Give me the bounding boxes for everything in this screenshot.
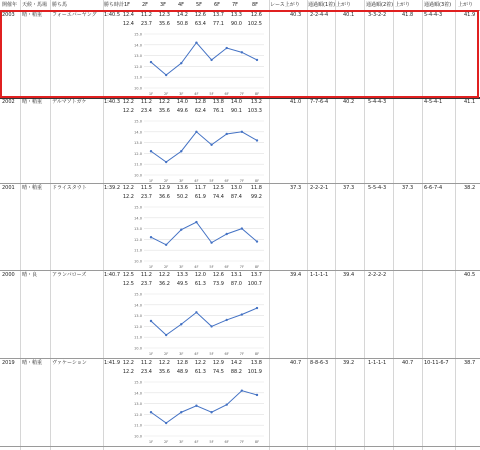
- lap-split-cell[interactable]: 11.5: [140, 185, 152, 191]
- y-tick-label: 12.0: [133, 151, 142, 156]
- cumulative-time-cell[interactable]: 35.6: [158, 108, 170, 114]
- time-cell[interactable]: 1:39.2: [104, 185, 120, 191]
- last3-cell[interactable]: 38.2: [464, 185, 476, 191]
- lap-split-cell[interactable]: 13.7: [212, 12, 224, 18]
- header-f1[interactable]: 1F: [124, 2, 131, 8]
- x-tick-label: 4F: [194, 179, 199, 183]
- cumulative-time-cell[interactable]: 12.4: [122, 21, 134, 27]
- race-last-cell[interactable]: 41.0: [290, 99, 302, 105]
- y-tick-label: 10.0: [133, 173, 142, 178]
- y-tick-label: 11.0: [133, 75, 142, 80]
- header-f7[interactable]: 7F: [232, 2, 239, 8]
- cumulative-time-cell[interactable]: 35.6: [158, 369, 170, 375]
- cumulative-time-cell[interactable]: 12.2: [122, 108, 134, 114]
- cumulative-time-cell[interactable]: 61.9: [194, 194, 206, 200]
- x-tick-label: 7F: [239, 440, 245, 444]
- last3-cell[interactable]: 40.5: [464, 272, 476, 278]
- y-tick-label: 12.0: [133, 237, 142, 242]
- y-tick-label: 15.0: [133, 205, 142, 210]
- lap-data-point: [165, 422, 167, 424]
- lap-chart: [128, 378, 268, 444]
- header-race-last[interactable]: レース上がり: [270, 2, 300, 8]
- lap-split-cell[interactable]: 11.2: [140, 12, 152, 18]
- lap-split-cell[interactable]: 11.7: [194, 185, 206, 191]
- y-tick-label: 15.0: [133, 292, 142, 297]
- lap-data-point: [241, 389, 243, 391]
- x-tick-label: 5F: [209, 265, 214, 269]
- cumulative-time-cell[interactable]: 61.3: [194, 281, 206, 287]
- lap-split-cell[interactable]: 13.6: [176, 185, 188, 191]
- y-tick-label: 10.0: [133, 86, 142, 91]
- pass3-cell[interactable]: 4-5-4-1: [424, 99, 443, 105]
- pass1-cell[interactable]: 7-7-6-4: [310, 99, 329, 105]
- cumulative-time-cell[interactable]: 35.6: [158, 21, 170, 27]
- x-tick-label: 7F: [239, 179, 245, 183]
- header-f2[interactable]: 2F: [142, 2, 149, 8]
- winner-cell[interactable]: アランバローズ: [52, 272, 87, 278]
- pass3-cell[interactable]: 6-6-7-4: [424, 185, 443, 191]
- x-tick-label: 8F: [254, 352, 260, 356]
- lap-split-cell[interactable]: 12.6: [212, 272, 224, 278]
- header-f5[interactable]: 5F: [196, 2, 203, 8]
- winner-cell[interactable]: ヴァケーション: [52, 360, 87, 366]
- lap-split-cell[interactable]: 11.2: [140, 272, 152, 278]
- race-last-cell[interactable]: 40.3: [290, 12, 302, 18]
- pass1-cell[interactable]: 2-2-4-4: [310, 12, 329, 18]
- weather-cell[interactable]: 晴・稍重: [22, 99, 43, 105]
- last1-cell[interactable]: 40.1: [343, 12, 355, 18]
- lap-split-cell[interactable]: 12.2: [122, 360, 134, 366]
- pass2-cell[interactable]: 1-1-1-1: [368, 360, 387, 366]
- header-f8[interactable]: 8F: [252, 2, 259, 8]
- x-tick-label: 7F: [239, 92, 245, 96]
- y-tick-label: 15.0: [133, 119, 142, 124]
- cumulative-time-cell[interactable]: 73.9: [212, 281, 224, 287]
- y-tick-label: 14.0: [133, 216, 142, 221]
- x-tick-label: 1F: [148, 440, 154, 444]
- x-tick-label: 8F: [254, 179, 260, 183]
- lap-split-cell[interactable]: 13.3: [230, 12, 242, 18]
- year-cell[interactable]: 2000: [2, 272, 15, 278]
- cumulative-time-cell[interactable]: 102.5: [247, 21, 262, 27]
- y-tick-label: 15.0: [133, 32, 142, 37]
- x-tick-label: 4F: [194, 352, 199, 356]
- x-tick-label: 2F: [163, 92, 169, 96]
- last1-cell[interactable]: 37.3: [343, 185, 355, 191]
- year-cell[interactable]: 2002: [2, 99, 15, 105]
- cumulative-time-cell[interactable]: 48.9: [176, 369, 188, 375]
- y-tick-label: 10.0: [133, 346, 142, 351]
- pass2-cell[interactable]: 3-3-2-2: [368, 12, 387, 18]
- x-tick-label: 1F: [148, 352, 154, 356]
- y-tick-label: 13.0: [133, 314, 142, 319]
- x-tick-label: 4F: [194, 440, 199, 444]
- header-pass2[interactable]: 通過順(2着): [366, 2, 394, 8]
- cumulative-time-cell[interactable]: 99.2: [250, 194, 262, 200]
- cumulative-time-cell[interactable]: 63.4: [194, 21, 206, 27]
- lap-split-cell[interactable]: 12.5: [212, 185, 224, 191]
- x-tick-label: 1F: [148, 92, 154, 96]
- lap-split-cell[interactable]: 12.5: [122, 272, 134, 278]
- header-pass1[interactable]: 通過順(1着): [308, 2, 336, 8]
- lap-split-cell[interactable]: 12.4: [122, 12, 134, 18]
- x-tick-label: 6F: [224, 179, 229, 183]
- header-last2[interactable]: 上がり: [395, 2, 411, 8]
- x-tick-label: 7F: [239, 265, 245, 269]
- x-tick-label: 8F: [254, 92, 260, 96]
- cumulative-time-cell[interactable]: 101.9: [247, 369, 262, 375]
- y-tick-label: 10.0: [133, 434, 142, 439]
- x-tick-label: 7F: [239, 352, 245, 356]
- cumulative-time-cell[interactable]: 36.6: [158, 194, 170, 200]
- header-weather[interactable]: 天候・馬場: [22, 2, 48, 8]
- y-tick-label: 14.0: [133, 130, 142, 135]
- x-tick-label: 4F: [194, 265, 199, 269]
- cumulative-time-cell[interactable]: 49.6: [176, 108, 188, 114]
- last2-cell[interactable]: 40.7: [402, 360, 414, 366]
- pass1-cell[interactable]: 2-2-2-1: [310, 185, 329, 191]
- weather-cell[interactable]: 晴・稍重: [22, 185, 43, 191]
- pass2-cell[interactable]: 5-4-4-3: [368, 99, 387, 105]
- cumulative-time-cell[interactable]: 77.1: [212, 21, 224, 27]
- lap-split-cell[interactable]: 12.8: [194, 99, 206, 105]
- header-f6[interactable]: 6F: [214, 2, 221, 8]
- cumulative-time-cell[interactable]: 49.5: [176, 281, 188, 287]
- lap-split-cell[interactable]: 12.0: [194, 272, 206, 278]
- lap-split-cell[interactable]: 12.9: [212, 360, 224, 366]
- x-tick-label: 5F: [209, 92, 214, 96]
- winner-cell[interactable]: ドライスタウト: [52, 185, 87, 191]
- header-pass3[interactable]: 通過順(3着): [424, 2, 452, 8]
- x-tick-label: 2F: [163, 265, 169, 269]
- x-tick-label: 2F: [163, 440, 169, 444]
- last2-cell[interactable]: 37.3: [402, 185, 414, 191]
- x-tick-label: 8F: [254, 265, 260, 269]
- year-cell[interactable]: 2019: [2, 360, 15, 366]
- x-tick-label: 4F: [194, 92, 199, 96]
- lap-data-point: [210, 411, 212, 413]
- cumulative-time-cell[interactable]: 100.7: [247, 281, 262, 287]
- y-tick-label: 14.0: [133, 391, 142, 396]
- y-tick-label: 15.0: [133, 380, 142, 385]
- lap-split-cell[interactable]: 12.2: [122, 185, 134, 191]
- last1-cell[interactable]: 40.2: [343, 99, 355, 105]
- x-tick-label: 6F: [224, 440, 229, 444]
- weather-cell[interactable]: 晴・稍重: [22, 360, 43, 366]
- last1-cell[interactable]: 39.4: [343, 272, 355, 278]
- pass1-cell[interactable]: 1-1-1-1: [310, 272, 329, 278]
- y-tick-label: 14.0: [133, 43, 142, 48]
- lap-split-cell[interactable]: 13.1: [230, 272, 242, 278]
- y-tick-label: 13.0: [133, 54, 142, 59]
- race-last-cell[interactable]: 40.7: [290, 360, 302, 366]
- cumulative-time-cell[interactable]: 23.7: [140, 281, 152, 287]
- header-last3[interactable]: 上がり: [458, 2, 474, 8]
- cumulative-time-cell[interactable]: 50.8: [176, 21, 188, 27]
- cumulative-time-cell[interactable]: 23.4: [140, 369, 152, 375]
- header-last1[interactable]: 上がり: [336, 2, 352, 8]
- x-tick-label: 6F: [224, 92, 229, 96]
- cumulative-time-cell[interactable]: 76.1: [212, 108, 224, 114]
- y-tick-label: 12.0: [133, 412, 142, 417]
- x-tick-label: 3F: [179, 92, 184, 96]
- y-tick-label: 10.0: [133, 259, 142, 264]
- time-cell[interactable]: 1:40.3: [104, 99, 120, 105]
- lap-split-cell[interactable]: 13.8: [250, 360, 262, 366]
- y-tick-label: 14.0: [133, 303, 142, 308]
- y-tick-label: 12.0: [133, 324, 142, 329]
- lap-data-point: [150, 411, 152, 413]
- header-f4[interactable]: 4F: [178, 2, 185, 8]
- lap-data-point: [195, 405, 197, 407]
- y-tick-label: 11.0: [133, 335, 142, 340]
- lap-split-cell[interactable]: 14.2: [176, 12, 188, 18]
- header-time[interactable]: 勝ち時計: [104, 2, 125, 8]
- y-tick-label: 13.0: [133, 227, 142, 232]
- time-cell[interactable]: 1:40.7: [104, 272, 120, 278]
- x-tick-label: 5F: [209, 352, 214, 356]
- cumulative-time-cell[interactable]: 90.1: [230, 108, 242, 114]
- y-tick-label: 11.0: [133, 423, 142, 428]
- time-cell[interactable]: 1:40.5: [104, 12, 120, 18]
- y-tick-label: 12.0: [133, 64, 142, 69]
- lap-split-cell[interactable]: 14.2: [230, 360, 242, 366]
- cumulative-time-cell[interactable]: 12.2: [122, 194, 134, 200]
- weather-cell[interactable]: 晴・稍重: [22, 12, 43, 18]
- x-tick-label: 3F: [179, 265, 184, 269]
- weather-cell[interactable]: 晴・良: [22, 272, 38, 278]
- x-tick-label: 8F: [254, 440, 260, 444]
- x-tick-label: 6F: [224, 352, 229, 356]
- lap-split-cell[interactable]: 12.6: [194, 12, 206, 18]
- header-winner[interactable]: 勝ち馬: [52, 2, 68, 8]
- winner-cell[interactable]: デルマソトガケ: [52, 99, 87, 105]
- lap-data-point: [226, 403, 228, 405]
- y-tick-label: 11.0: [133, 248, 142, 253]
- cumulative-time-cell[interactable]: 62.4: [194, 108, 206, 114]
- lap-split-cell[interactable]: 12.9: [158, 185, 170, 191]
- lap-split-cell[interactable]: 13.7: [250, 272, 262, 278]
- lap-split-cell[interactable]: 12.2: [122, 99, 134, 105]
- race-last-cell[interactable]: 37.3: [290, 185, 302, 191]
- header-year[interactable]: 開催年: [2, 2, 18, 8]
- x-tick-label: 3F: [179, 179, 184, 183]
- cumulative-time-cell[interactable]: 23.7: [140, 21, 152, 27]
- last2-cell[interactable]: 41.8: [402, 12, 414, 18]
- cumulative-time-cell[interactable]: 36.2: [158, 281, 170, 287]
- pass3-cell[interactable]: 5-4-4-3: [424, 12, 443, 18]
- cumulative-time-cell[interactable]: 23.4: [140, 108, 152, 114]
- lap-chart-svg: [128, 378, 268, 446]
- pass1-cell[interactable]: 8-8-6-3: [310, 360, 329, 366]
- y-tick-label: 11.0: [133, 162, 142, 167]
- x-tick-label: 5F: [209, 440, 214, 444]
- lap-split-cell[interactable]: 11.8: [250, 185, 262, 191]
- lap-series-line: [151, 391, 257, 423]
- pass2-cell[interactable]: 5-5-4-3: [368, 185, 387, 191]
- lap-split-cell[interactable]: 12.2: [194, 360, 206, 366]
- lap-split-cell[interactable]: 11.2: [140, 99, 152, 105]
- cumulative-time-cell[interactable]: 50.2: [176, 194, 188, 200]
- pass3-cell[interactable]: 10-11-6-7: [424, 360, 449, 366]
- pass2-cell[interactable]: 2-2-2-2: [368, 272, 387, 278]
- lap-split-cell[interactable]: 14.0: [176, 99, 188, 105]
- race-last-cell[interactable]: 39.4: [290, 272, 302, 278]
- cumulative-time-cell[interactable]: 103.3: [247, 108, 262, 114]
- year-cell[interactable]: 2003: [2, 12, 15, 18]
- cumulative-time-cell[interactable]: 88.2: [230, 369, 242, 375]
- cumulative-time-cell[interactable]: 90.0: [230, 21, 242, 27]
- last1-cell[interactable]: 39.2: [343, 360, 355, 366]
- lap-split-cell[interactable]: 13.3: [176, 272, 188, 278]
- last3-cell[interactable]: 41.9: [464, 12, 476, 18]
- x-tick-label: 3F: [179, 440, 184, 444]
- x-tick-label: 1F: [148, 265, 154, 269]
- last3-cell[interactable]: 38.7: [464, 360, 476, 366]
- lap-split-cell[interactable]: 13.8: [212, 99, 224, 105]
- lap-split-cell[interactable]: 12.6: [250, 12, 262, 18]
- y-tick-label: 13.0: [133, 141, 142, 146]
- lap-split-cell[interactable]: 11.2: [140, 360, 152, 366]
- cumulative-time-cell[interactable]: 23.7: [140, 194, 152, 200]
- cumulative-time-cell[interactable]: 12.5: [122, 281, 134, 287]
- lap-split-cell[interactable]: 13.0: [230, 185, 242, 191]
- cumulative-time-cell[interactable]: 74.5: [212, 369, 224, 375]
- lap-data-point: [180, 411, 182, 413]
- cumulative-time-cell[interactable]: 61.3: [194, 369, 206, 375]
- cumulative-time-cell[interactable]: 87.4: [230, 194, 242, 200]
- lap-split-cell[interactable]: 12.2: [158, 99, 170, 105]
- x-tick-label: 2F: [163, 352, 169, 356]
- x-tick-label: 5F: [209, 179, 214, 183]
- winner-cell[interactable]: フォーエバーヤング: [52, 12, 97, 18]
- last3-cell[interactable]: 41.1: [464, 99, 476, 105]
- cumulative-time-cell[interactable]: 74.4: [212, 194, 224, 200]
- header-f3[interactable]: 3F: [160, 2, 167, 8]
- year-cell[interactable]: 2001: [2, 185, 15, 191]
- lap-split-cell[interactable]: 12.2: [158, 272, 170, 278]
- y-tick-label: 13.0: [133, 402, 142, 407]
- x-tick-label: 6F: [224, 265, 229, 269]
- lap-data-point: [256, 394, 258, 396]
- x-tick-label: 3F: [179, 352, 184, 356]
- lap-split-cell[interactable]: 12.8: [176, 360, 188, 366]
- x-tick-label: 2F: [163, 179, 169, 183]
- lap-split-cell[interactable]: 14.0: [230, 99, 242, 105]
- x-tick-label: 1F: [148, 179, 154, 183]
- lap-split-cell[interactable]: 12.3: [158, 12, 170, 18]
- cumulative-time-cell[interactable]: 87.0: [230, 281, 242, 287]
- time-cell[interactable]: 1:41.9: [104, 360, 120, 366]
- lap-split-cell[interactable]: 13.2: [250, 99, 262, 105]
- cumulative-time-cell[interactable]: 12.2: [122, 369, 134, 375]
- lap-split-cell[interactable]: 12.2: [158, 360, 170, 366]
